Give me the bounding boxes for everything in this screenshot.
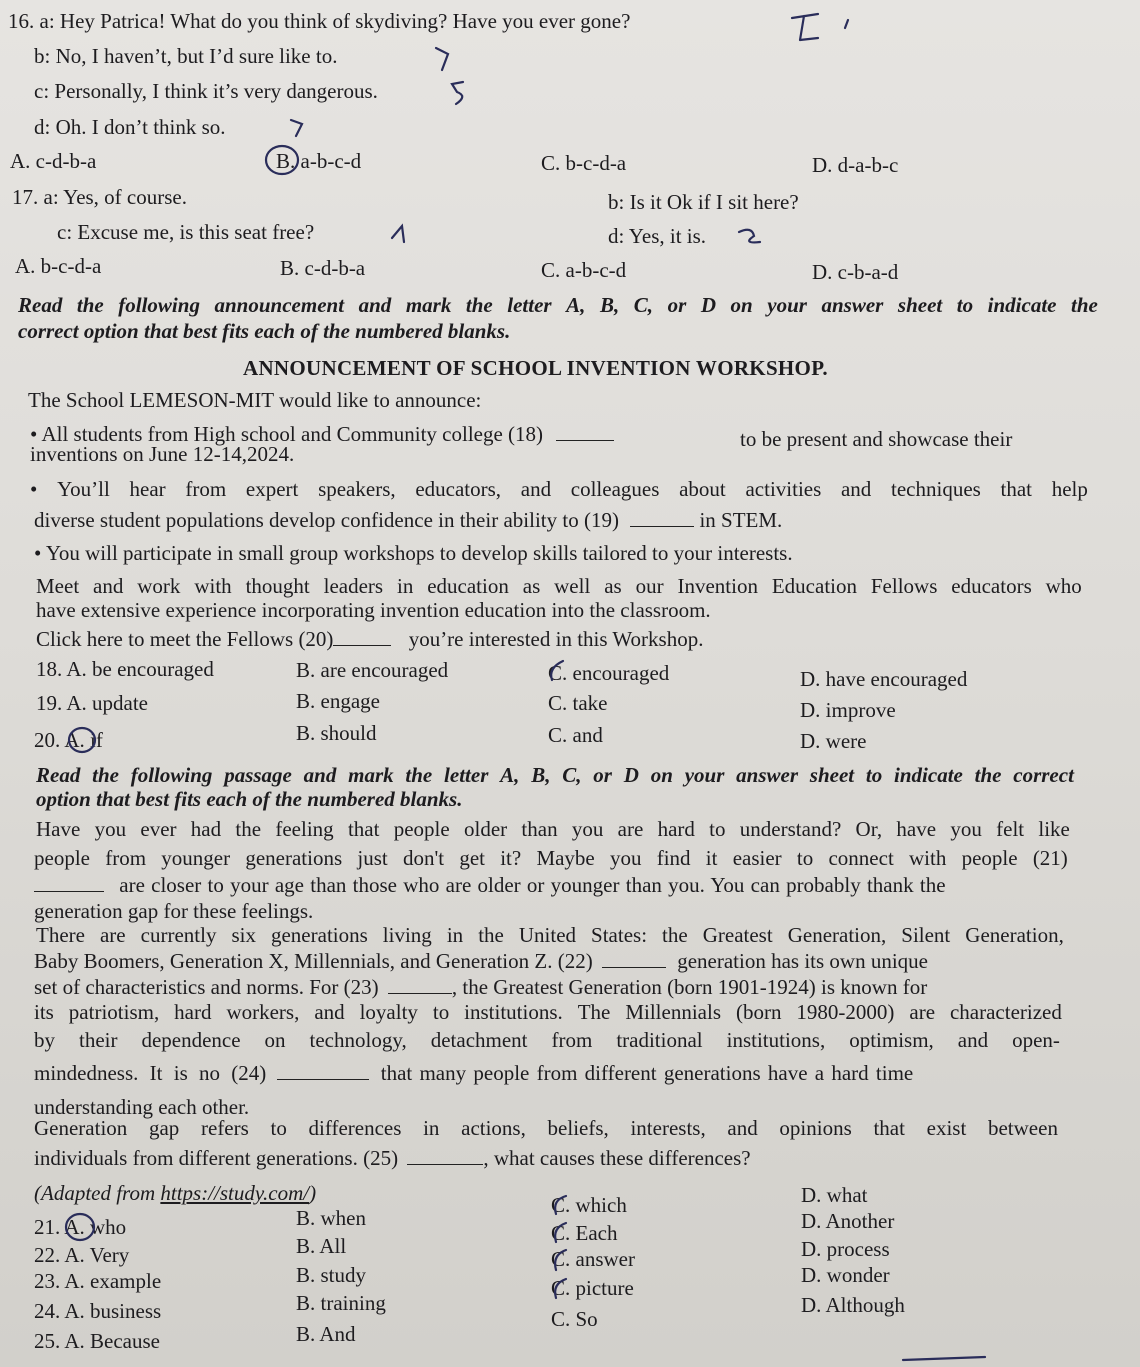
announcement-intro: The School LEMESON-MIT would like to announce: (28, 388, 482, 412)
q17-line-c: c: Excuse me, is this seat free? (57, 220, 315, 244)
passage-line-6-end: generation has its own unique (677, 949, 928, 973)
q22-option-d[interactable]: D. Another (801, 1209, 895, 1233)
instruction-2-line-2: option that best fits each of the numbered blanks. (36, 787, 463, 811)
q25-option-b[interactable]: B. And (296, 1322, 356, 1346)
q23-option-a[interactable]: 23. A. example (34, 1269, 162, 1293)
q16-line-c: c: Personally, I think it’s very dangerous. (34, 79, 378, 103)
passage-line-7 (34, 974, 927, 1000)
q19-option-b[interactable]: B. engage (296, 689, 380, 713)
q17-line-a: 17. a: Yes, of course. (12, 185, 187, 209)
announcement-bullet-1-line-2: inventions on June 12-14,2024. (30, 442, 295, 466)
passage-source (34, 1180, 316, 1206)
announcement-bullet-1-text: • All students from High school and Community college (18) (30, 422, 544, 446)
q17-option-b[interactable]: B. c-d-b-a (280, 256, 366, 280)
passage-line-6-text: Baby Boomers, Generation X, Millennials, and Generation Z. (22) (34, 949, 593, 973)
q16-option-a[interactable]: A. c-d-b-a (10, 149, 97, 173)
q21-option-a[interactable]: 21. A. who (34, 1215, 127, 1239)
q18-option-c[interactable]: C. encouraged (548, 661, 670, 685)
q22-option-c[interactable]: C. Each (551, 1221, 618, 1245)
q19-option-a[interactable]: 19. A. update (36, 691, 148, 715)
passage-line-9: by their dependence on technology, detachment from traditional institutions, optimism, and open- (34, 1028, 1060, 1052)
blank-24[interactable] (277, 1061, 369, 1080)
q20-option-d[interactable]: D. were (800, 729, 867, 753)
handwritten-7-mark (436, 48, 448, 70)
passage-line-7-text: set of characteristics and norms. For (23) (34, 975, 379, 999)
passage-line-4: generation gap for these feelings. (34, 899, 314, 923)
q22-option-b[interactable]: B. All (296, 1234, 347, 1258)
handwritten-5-mark (452, 82, 463, 104)
q18-option-d[interactable]: D. have encouraged (800, 667, 968, 691)
passage-line-6 (34, 948, 928, 974)
announcement-title: ANNOUNCEMENT OF SCHOOL INVENTION WORKSHOP. (243, 356, 828, 380)
instruction-1-line-1: Read the following announcement and mark the letter A, B, C, or D on your answer sheet to indicate the (18, 293, 1098, 317)
announcement-bullet-2-line-2 (34, 507, 782, 533)
q21-option-c[interactable]: C. which (551, 1193, 627, 1217)
q16-option-d[interactable]: D. d-a-b-c (812, 153, 899, 177)
announcement-paragraph-1-line-2: have extensive experience incorporating invention education into the classroom. (36, 598, 711, 622)
announcement-paragraph-2-end: you’re interested in this Workshop. (408, 627, 704, 651)
q20-option-c[interactable]: C. and (548, 723, 603, 747)
passage-source-suffix: ) (309, 1181, 317, 1205)
blank-21[interactable] (34, 873, 104, 892)
passage-line-1: Have you ever had the feeling that people older than you are hard to understand? Or, have you felt like (36, 817, 1070, 841)
handwritten-mark-d (291, 120, 302, 136)
q16-line-a: 16. a: Hey Patrica! What do you think of skydiving? Have you ever gone? (8, 9, 631, 33)
q18-option-a[interactable]: 18. A. be encouraged (36, 657, 214, 681)
handwritten-2-q17 (739, 230, 760, 243)
passage-line-3 (34, 872, 946, 898)
handwritten-1-mark (792, 14, 818, 40)
passage-line-8: its patriotism, hard workers, and loyalty to institutions. The Millennials (born 1980-2000) are characterized (34, 1000, 1062, 1024)
announcement-paragraph-2 (36, 626, 703, 652)
handwritten-tick-mark (845, 20, 848, 28)
passage-line-13-text: individuals from different generations. (25) (34, 1146, 399, 1170)
blank-19[interactable] (630, 508, 694, 527)
instruction-2-line-1: Read the following passage and mark the letter A, B, C, or D on your answer sheet to indicate the correct (36, 763, 1074, 787)
announcement-paragraph-1-line-1: Meet and work with thought leaders in education as well as our Invention Education Fellows educators who (36, 574, 1082, 598)
q17-option-c[interactable]: C. a-b-c-d (541, 258, 627, 282)
passage-source-link[interactable]: https://study.com/ (160, 1181, 310, 1205)
announcement-bullet-1b: to be present and showcase their (740, 427, 1013, 451)
q25-option-a[interactable]: 25. A. Because (34, 1329, 160, 1353)
q21-option-d[interactable]: D. what (801, 1183, 868, 1207)
q16-option-c[interactable]: C. b-c-d-a (541, 151, 627, 175)
announcement-bullet-2-end: in STEM. (699, 508, 783, 532)
q24-option-d[interactable]: D. wonder (801, 1263, 890, 1287)
q23-option-d[interactable]: D. process (801, 1237, 890, 1261)
q17-line-b: b: Is it Ok if I sit here? (608, 190, 799, 214)
q19-option-c[interactable]: C. take (548, 691, 608, 715)
blank-23[interactable] (388, 975, 452, 994)
q17-line-d: d: Yes, it is. (608, 224, 707, 248)
handwritten-1-q17 (392, 226, 404, 242)
q19-option-d[interactable]: D. improve (800, 698, 896, 722)
q16-option-b[interactable]: B. a-b-c-d (276, 149, 362, 173)
q20-option-a[interactable]: 20. A. if (34, 728, 103, 752)
stray-pen-line (903, 1357, 985, 1360)
passage-line-7-end: , the Greatest Generation (born 1901-1924) is known for (451, 975, 928, 999)
q16-line-d: d: Oh. I don’t think so. (34, 115, 226, 139)
q22-option-a[interactable]: 22. A. Very (34, 1243, 130, 1267)
blank-18[interactable] (556, 422, 614, 441)
passage-line-3-text: are closer to your age than those who are older or younger than you. You can probably thank the (119, 873, 946, 897)
q20-option-b[interactable]: B. should (296, 721, 377, 745)
instruction-1-line-2: correct option that best fits each of the numbered blanks. (18, 319, 511, 343)
passage-line-2: people from younger generations just don't get it? Maybe you find it easier to connect with people (21) (34, 846, 1068, 870)
q23-option-c[interactable]: C. answer (551, 1247, 635, 1271)
q24-option-c[interactable]: C. picture (551, 1276, 634, 1300)
passage-line-10-text: mindedness. It is no (24) (34, 1061, 267, 1085)
q24-option-b[interactable]: B. training (296, 1291, 386, 1315)
passage-line-13-end: , what causes these differences? (483, 1146, 751, 1170)
passage-line-12: Generation gap refers to differences in actions, beliefs, interests, and opinions that exist between (34, 1116, 1058, 1140)
passage-line-10-end: that many people from different generations have a hard time (380, 1061, 914, 1085)
blank-25[interactable] (407, 1146, 483, 1165)
announcement-bullet-3: • You will participate in small group workshops to develop skills tailored to your interests. (34, 541, 793, 565)
announcement-bullet-2-line-1: • You’ll hear from expert speakers, educators, and colleagues about activities and techniques that help (30, 477, 1088, 501)
passage-line-13 (34, 1145, 751, 1171)
passage-line-5: There are currently six generations living in the United States: the Greatest Generation, Silent Generation, (36, 923, 1064, 947)
blank-22[interactable] (602, 949, 666, 968)
q25-option-d[interactable]: D. Although (801, 1293, 905, 1317)
q23-option-b[interactable]: B. study (296, 1263, 367, 1287)
passage-source-prefix: (Adapted from (34, 1181, 161, 1205)
q21-option-b[interactable]: B. when (296, 1206, 366, 1230)
passage-line-10 (34, 1060, 913, 1086)
announcement-bullet-2-text: diverse student populations develop confidence in their ability to (19) (34, 508, 619, 532)
q16-line-b: b: No, I haven’t, but I’d sure like to. (34, 44, 338, 68)
blank-20[interactable] (333, 627, 391, 646)
q17-option-d[interactable]: D. c-b-a-d (812, 260, 899, 284)
q17-option-a[interactable]: A. b-c-d-a (15, 254, 102, 278)
q18-option-b[interactable]: B. are encouraged (296, 658, 449, 682)
q24-option-a[interactable]: 24. A. business (34, 1299, 162, 1323)
announcement-paragraph-2-text: Click here to meet the Fellows (20) (36, 627, 334, 651)
q25-option-c[interactable]: C. So (551, 1307, 598, 1331)
passage-line-11: understanding each other. (34, 1095, 250, 1119)
